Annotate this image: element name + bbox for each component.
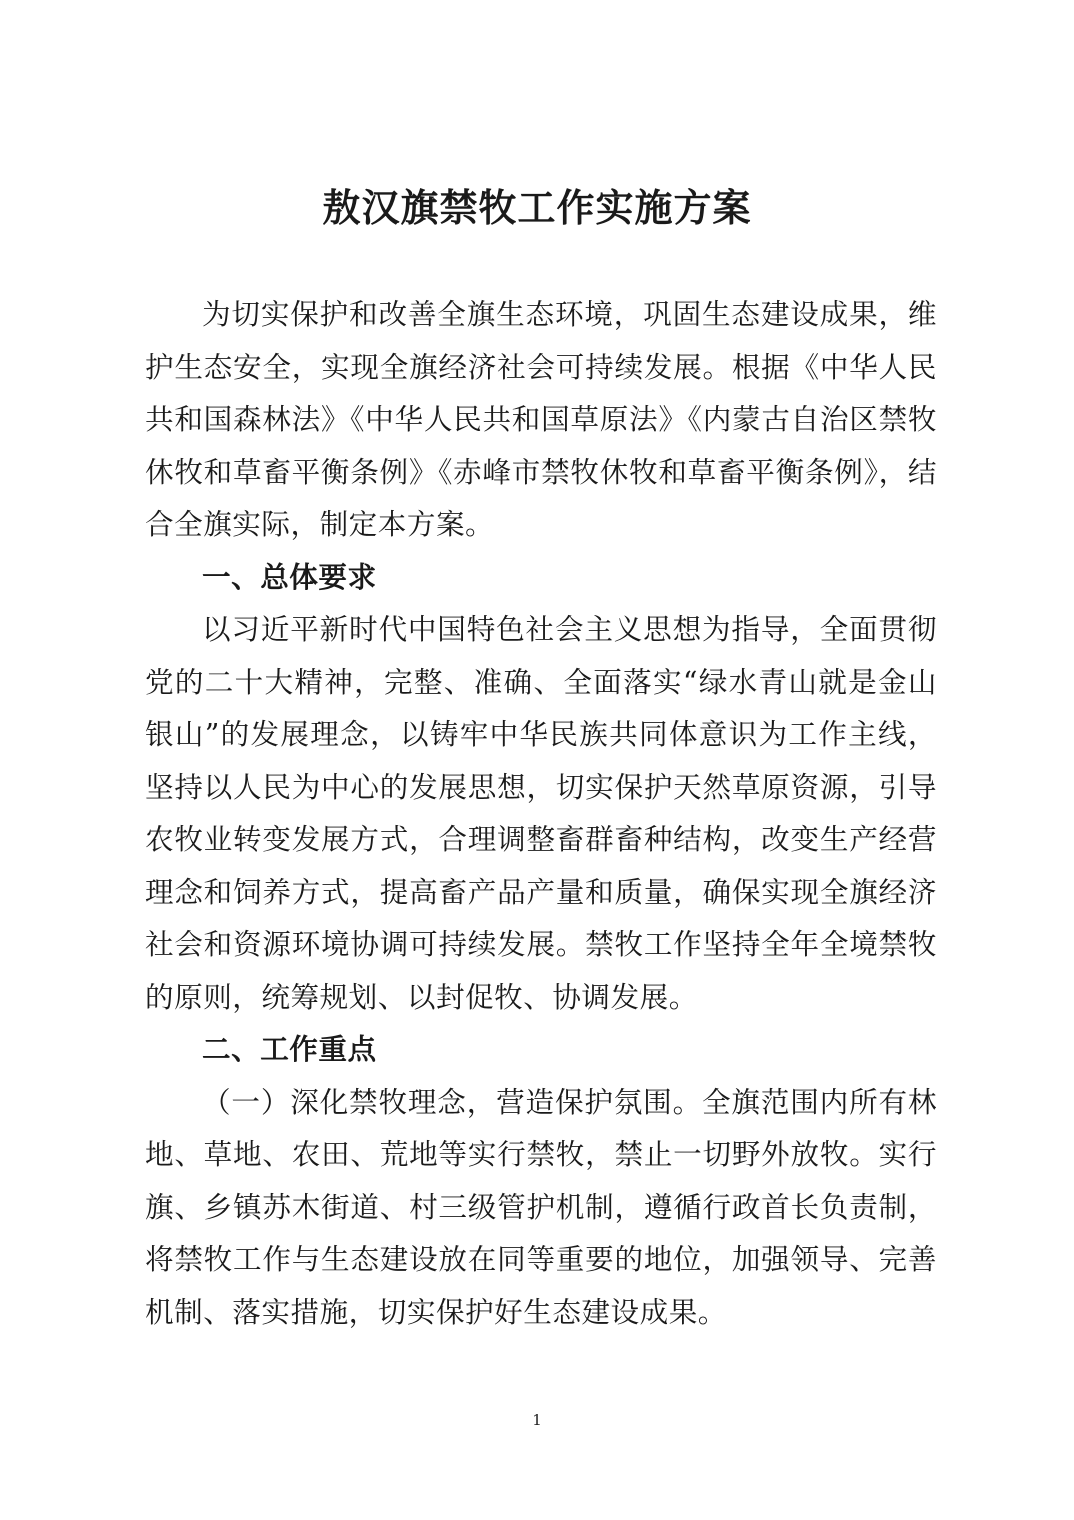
work-priority-item-1: （一）深化禁牧理念，营造保护氛围。全旗范围内所有林地、草地、农田、荒地等实行禁牧，禁止一切野外放牧。实行旗、乡镇苏木街道、村三级管护机制，遵循行政首长负责制，将禁牧工作与生态建设放在同等重要的地位，加强领导、完善机制、落实措施，切实保护好生态建设成果。: [145, 1084, 937, 1329]
page-number: 1: [532, 1411, 542, 1429]
general-requirements-paragraph: 以习近平新时代中国特色社会主义思想为指导，全面贯彻党的二十大精神，完整、准确、全面落实“绿水青山就是金山银山”的发展理念，以铸牢中华民族共同体意识为工作主线，坚持以人民为中心的发展思想，切实保护天然草原资源，引导农牧业转变发展方式，合理调整畜群畜种结构，改变生产经营理念和饲养方式，提高畜产品产量和质量，确保实现全旗经济社会和资源环境协调可持续发展。禁牧工作坚持全年全境禁牧的原则，统筹规划、以封促牧、协调发展。: [145, 612, 937, 1014]
section-heading-work-priorities: 二、工作重点: [202, 1032, 377, 1066]
section-heading-general-requirements: 一、总体要求: [202, 559, 377, 594]
document-body: [145, 288, 937, 1338]
intro-paragraph: 为切实保护和改善全旗生态环境，巩固生态建设成果，维护生态安全，实现全旗经济社会可持续发展。根据《中华人民共和国森林法》《中华人民共和国草原法》《内蒙古自治区禁牧休牧和草畜平衡条例》《赤峰市禁牧休牧和草畜平衡条例》，结合全旗实际，制定本方案。: [145, 297, 937, 541]
document-title: 敖汉旗禁牧工作实施方案: [322, 185, 752, 230]
